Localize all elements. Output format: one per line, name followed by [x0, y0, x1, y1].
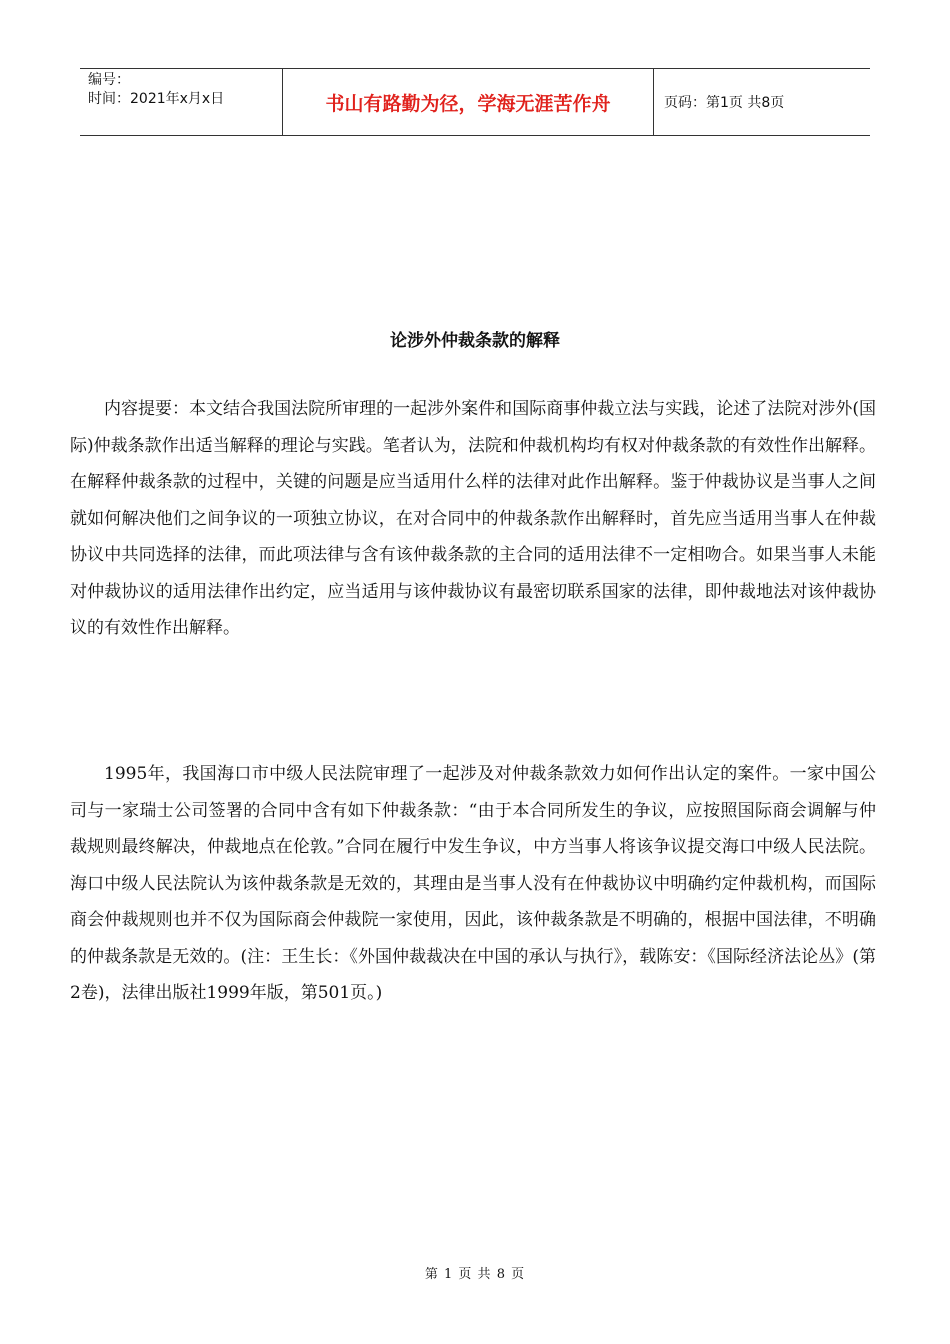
- page-header: [80, 68, 870, 136]
- document-code-label: 编号：: [88, 72, 130, 88]
- document-time-label: 时间：2021年x月x日: [88, 91, 225, 107]
- page-footer: 第 1 页 共 8 页: [424, 1267, 526, 1282]
- document-title: 论涉外仲裁条款的解释: [390, 331, 560, 351]
- body-paragraph: 1995年，我国海口市中级人民法院审理了一起涉及对仲裁条款效力如何作出认定的案件。一家中国公司与一家瑞士公司签署的合同中含有如下仲裁条款：“由于本合同所发生的争议，应按照国际商会调解与仲裁规则最终解决，仲裁地点在伦敦。”合同在履行中发生争议，中方当事人将该争议提交海口中级人民法院。海口中级人民法院认为该仲裁条款是无效的，其理由是当事人没有在仲裁协议中明确约定仲裁机构，而国际商会仲裁规则也并不仅为国际商会仲裁院一家使用，因此，该仲裁条款是不明确的，根据中国法律，不明确的仲裁条款是无效的。(注：王生长：《外国仲裁裁决在中国的承认与执行》，载陈安：《国际经济法论丛》(第2卷)，法律出版社1999年版，第501页。): [70, 764, 876, 1003]
- abstract-paragraph: 内容提要：本文结合我国法院所审理的一起涉外案件和国际商事仲裁立法与实践，论述了法院对涉外(国际)仲裁条款作出适当解释的理论与实践。笔者认为，法院和仲裁机构均有权对仲裁条款的有效性作出解释。在解释仲裁条款的过程中，关键的问题是应当适用什么样的法律对此作出解释。鉴于仲裁协议是当事人之间就如何解决他们之间争议的一项独立协议，在对合同中的仲裁条款作出解释时，首先应当适用当事人在仲裁协议中共同选择的法律，而此项法律与含有该仲裁条款的主合同的适用法律不一定相吻合。如果当事人未能对仲裁协议的适用法律作出约定，应当适用与该仲裁协议有最密切联系国家的法律，即仲裁地法对该仲裁协议的有效性作出解释。: [70, 399, 876, 638]
- header-page-info: 页码：第1页 共8页: [664, 95, 785, 111]
- header-left-cell: [80, 69, 282, 135]
- header-motto-cell: [282, 69, 654, 135]
- header-motto: 书山有路勤为径，学海无涯苦作舟: [325, 92, 611, 115]
- header-page-cell: [654, 69, 870, 135]
